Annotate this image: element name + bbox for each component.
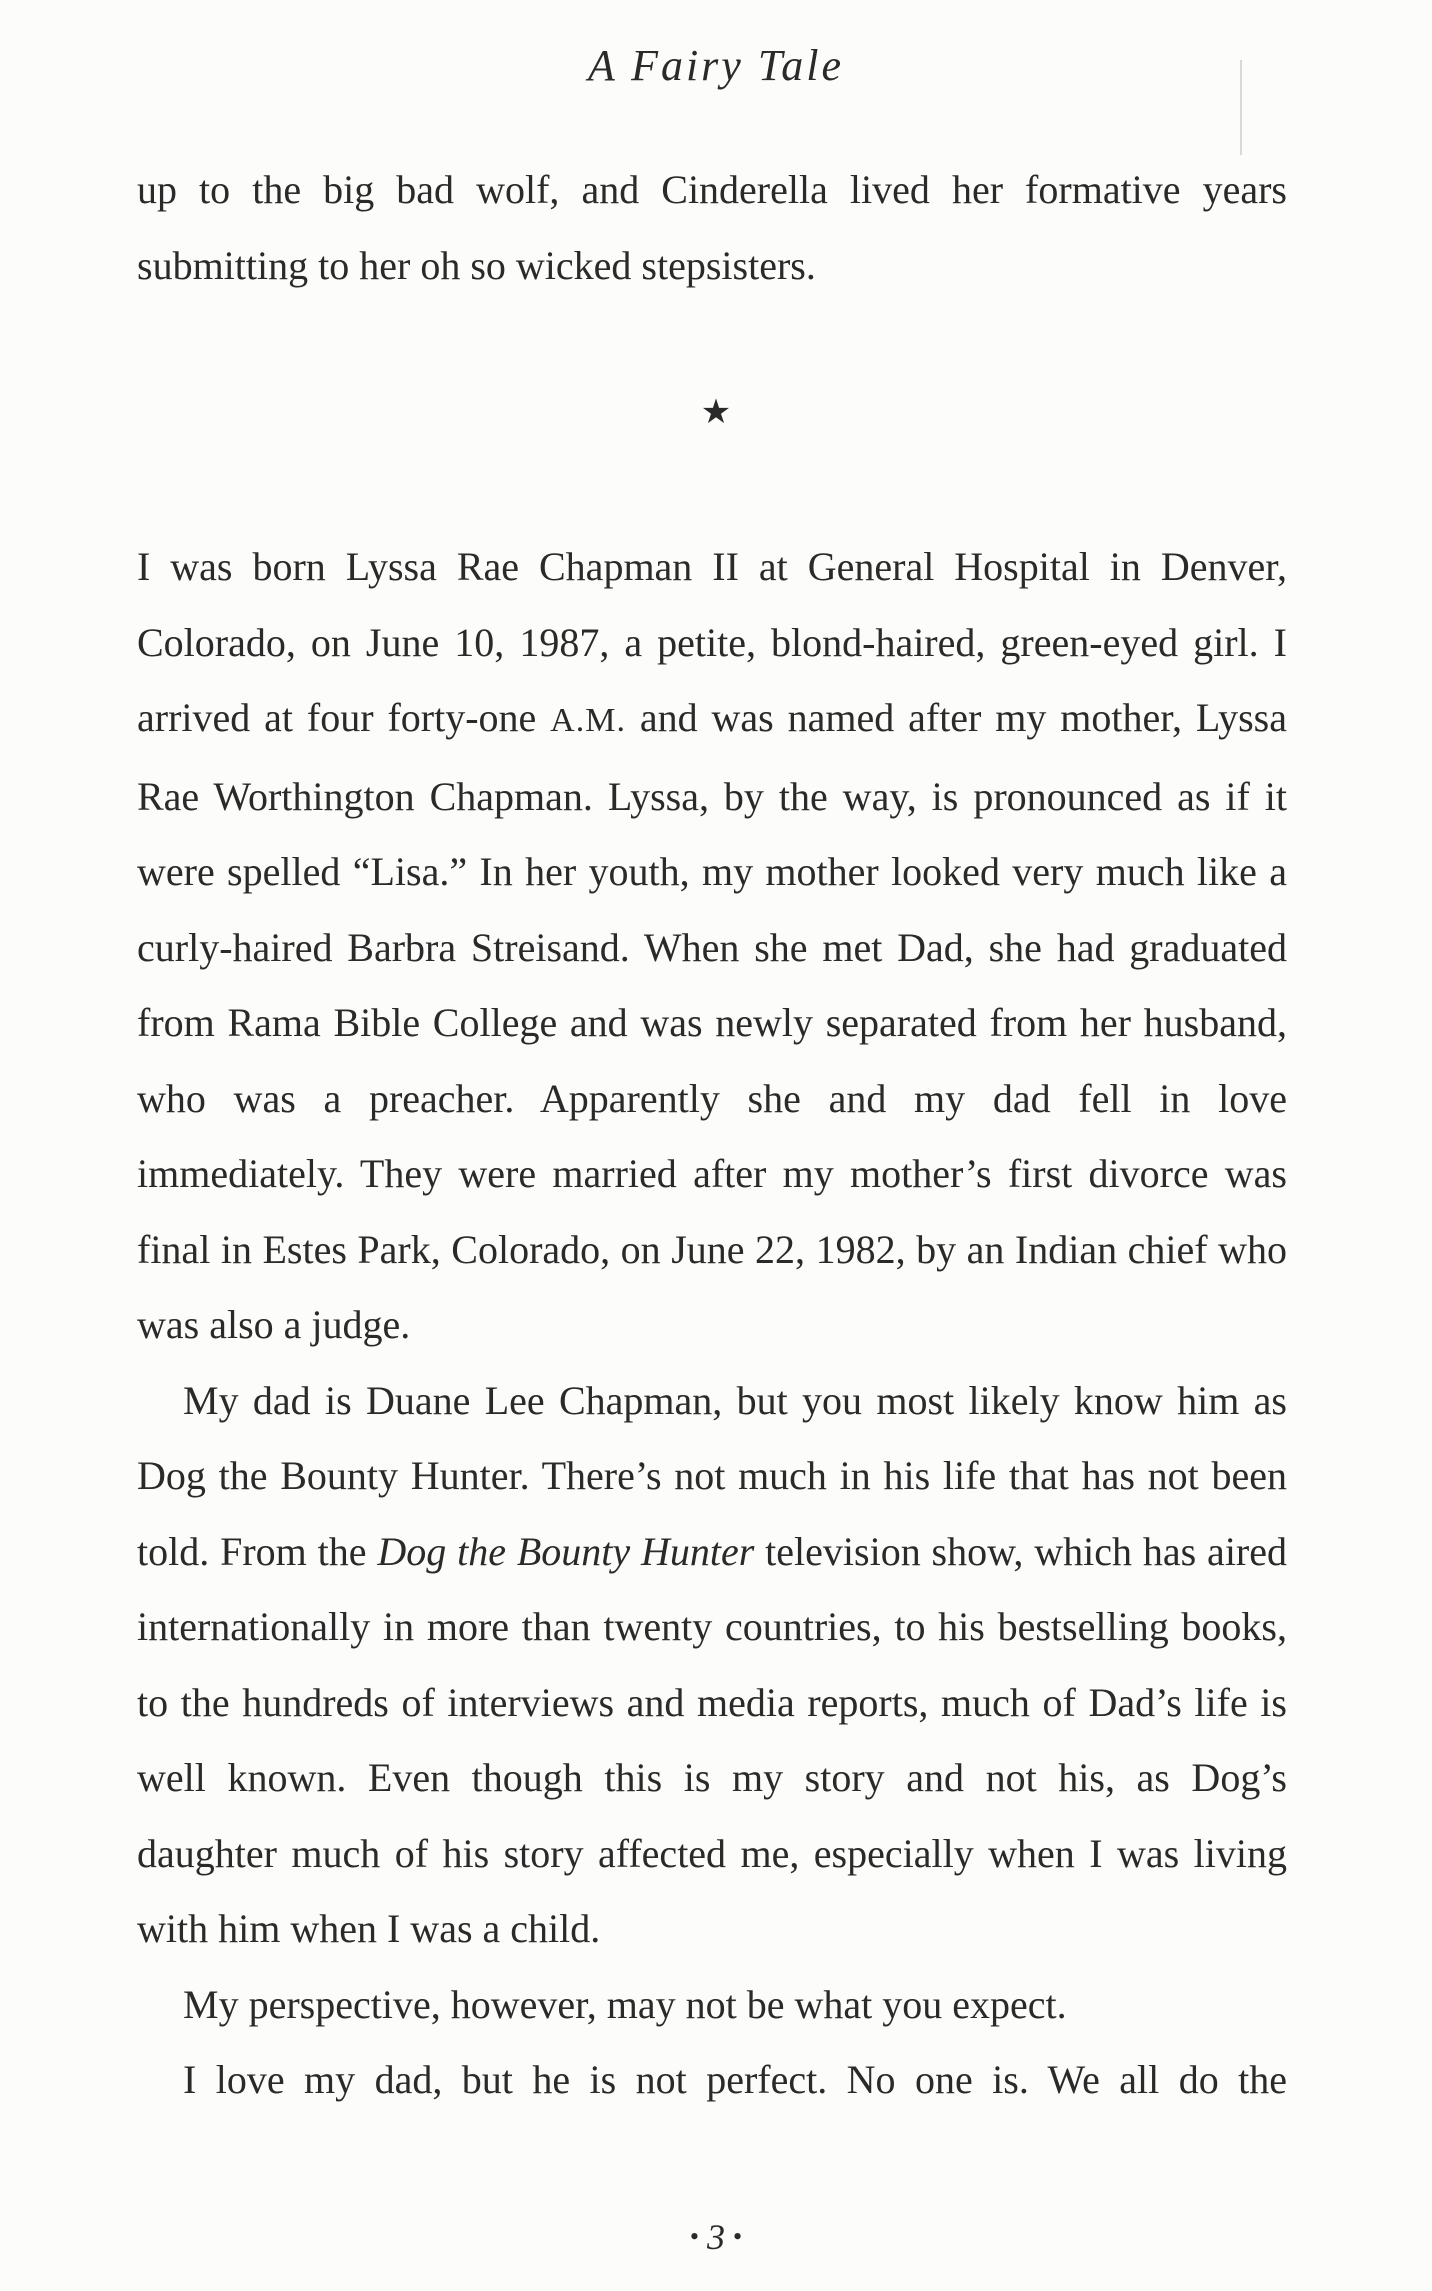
paragraph-perspective: My perspective, however, may not be what you expect.	[183, 1981, 1067, 2027]
star-icon: ★	[700, 392, 732, 432]
paragraph-continued: up to the big bad wolf, and Cinderella lived her formative years submitting to her oh so wicked stepsisters.	[137, 167, 1287, 288]
show-title: Dog the Bounty Hunter	[377, 1528, 755, 1574]
paragraph-birth	[137, 529, 1287, 1363]
paragraph-dad	[137, 1363, 1287, 1967]
scene-break	[0, 392, 1432, 432]
folio-dot-left: •	[689, 2222, 699, 2251]
text-block-main	[137, 529, 1287, 2118]
folio-dot-right: •	[733, 2222, 743, 2251]
paragraph-dad-part1: My dad is Duane Lee Chapman, but you most likely know him as Dog the Bounty Hunter. There’s not much in his life that has not been told. From the	[137, 1377, 1287, 1574]
paragraph-birth-part2: and was named after my mother, Lyssa Rae Worthington Chapman. Lyssa, by the way, is pronounced as if it were spelled “Lisa.” In her youth, my mother looked very much like a curly-haired Barbra Streisand. When she met Dad, she had graduated from Rama Bible College and was newly separated from her husband, who was a preacher. Apparently she and my dad fell in love immediately. They were married after my mother’s first divorce was final in Estes Park, Colorado, on June 22, 1982, by an Indian chief who was also a judge.	[137, 695, 1287, 1347]
am-abbreviation: A.M.	[550, 702, 626, 739]
text-block-top	[137, 152, 1287, 303]
page-number	[0, 2216, 1432, 2258]
paragraph-birth-part1: I was born Lyssa Rae Chapman II at General Hospital in Denver, Colorado, on June 10, 1987, a petite, blond-haired, green-eyed girl. I arrived at four forty-one	[137, 544, 1287, 740]
paragraph-love: I love my dad, but he is not perfect. No one is. We all do the	[183, 2057, 1287, 2102]
page-number-value: 3	[707, 2217, 725, 2257]
running-head: A Fairy Tale	[587, 41, 845, 90]
paragraph-dad-part2: television show, which has aired internationally in more than twenty countries, to his bestselling books, to the hundreds of interviews and media reports, much of Dad’s life is well known. Even though this is my story and not his, as Dog’s daughter much of his story affected me, especially when I was living with him when I was a child.	[137, 1528, 1288, 1951]
